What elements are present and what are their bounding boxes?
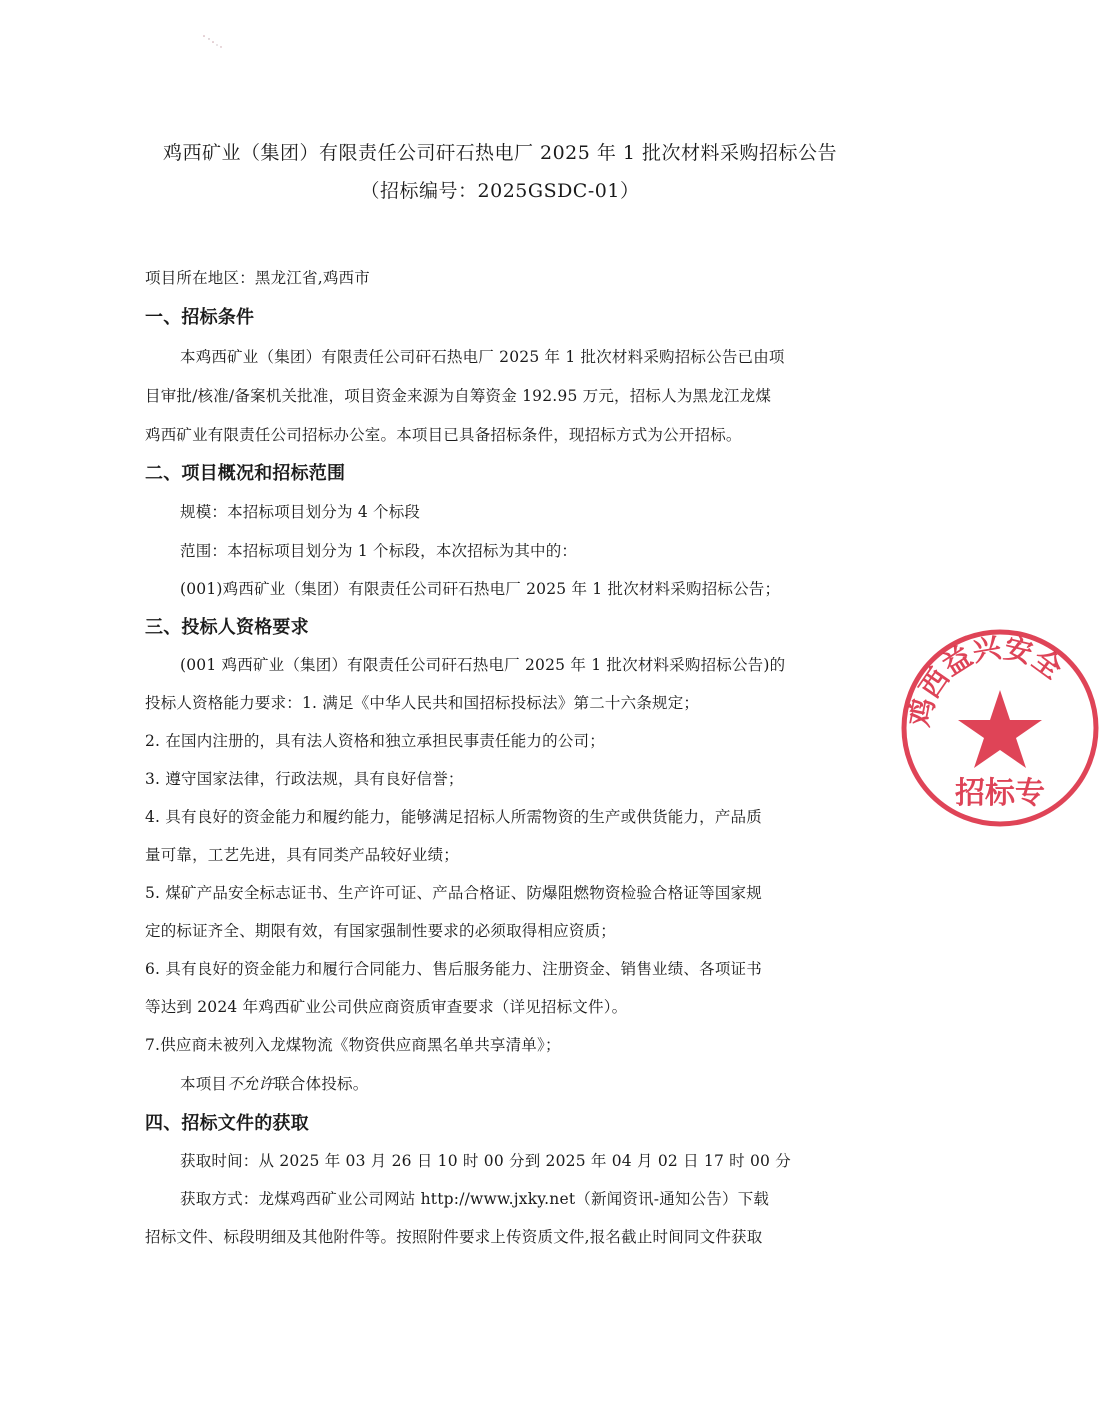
lot-line: (001)鸡西矿业（集团）有限责任公司矸石热电厂 2025 年 1 批次材料采购招标公告；	[180, 580, 781, 598]
official-seal-stamp	[900, 628, 1100, 828]
consortium-line	[180, 1072, 368, 1094]
acquisition-time: 获取时间：从 2025 年 03 月 26 日 10 时 00 分到 2025 年 04 月 02 日 17 时 00 分	[180, 1152, 791, 1170]
project-location: 项目所在地区：黑龙江省,鸡西市	[145, 269, 370, 287]
consortium-value: 不允许	[227, 1075, 275, 1093]
requirement-item: 2. 在国内注册的，具有法人资格和独立承担民事责任能力的公司；	[145, 732, 605, 750]
requirement-item: 量可靠，工艺先进，具有同类产品较好业绩；	[145, 846, 460, 864]
paragraph-line: 投标人资格能力要求：1. 满足《中华人民共和国招标投标法》第二十六条规定；	[145, 694, 700, 712]
consortium-prefix: 本项目	[180, 1075, 228, 1093]
document-title: 鸡西矿业（集团）有限责任公司矸石热电厂 2025 年 1 批次材料采购招标公告	[162, 142, 838, 164]
requirement-item: 等达到 2024 年鸡西矿业公司供应商资质审查要求（详见招标文件）。	[145, 998, 628, 1016]
requirement-item: 定的标证齐全、期限有效，有国家强制性要求的必须取得相应资质；	[145, 922, 617, 940]
tender-number: （招标编号：2025GSDC-01）	[360, 180, 640, 202]
consortium-suffix: 联合体投标。	[274, 1075, 369, 1093]
section-heading-documents: 四、招标文件的获取	[145, 1113, 309, 1134]
requirement-item: 3. 遵守国家法律，行政法规，具有良好信誉；	[145, 770, 464, 788]
requirement-item: 7.供应商未被列入龙煤物流《物资供应商黑名单共享清单》；	[145, 1036, 561, 1054]
section-heading-overview: 二、项目概况和招标范围	[145, 463, 346, 484]
section-heading-qualifications: 三、投标人资格要求	[145, 617, 309, 638]
requirement-item: 4. 具有良好的资金能力和履约能力，能够满足招标人所需物资的生产或供货能力，产品质	[145, 808, 762, 826]
seal-star-icon	[958, 690, 1042, 768]
scan-speck-marks	[200, 30, 230, 55]
seal-arc-text: 鸡西益兴安全	[903, 631, 1069, 730]
seal-bottom-text: 招标专	[955, 776, 1045, 811]
acquisition-method: 获取方式：龙煤鸡西矿业公司网站 http://www.jxky.net（新闻资讯-通知公告）下载	[180, 1190, 770, 1208]
scale-line: 规模：本招标项目划分为 4 个标段	[180, 503, 421, 521]
svg-text:鸡西益兴安全	[903, 631, 1068, 730]
paragraph-line: (001 鸡西矿业（集团）有限责任公司矸石热电厂 2025 年 1 批次材料采购招标公告)的	[180, 656, 786, 674]
acquisition-method-continued: 招标文件、标段明细及其他附件等。按照附件要求上传资质文件,报名截止时间同文件获取	[145, 1228, 763, 1246]
paragraph-line: 目审批/核准/备案机关批准，项目资金来源为自筹资金 192.95 万元，招标人为黑龙江龙煤	[145, 387, 772, 405]
scope-line: 范围：本招标项目划分为 1 个标段，本次招标为其中的：	[180, 542, 578, 560]
paragraph-line: 鸡西矿业有限责任公司招标办公室。本项目已具备招标条件，现招标方式为公开招标。	[145, 426, 742, 444]
section-heading-conditions: 一、招标条件	[145, 307, 255, 328]
paragraph-line: 本鸡西矿业（集团）有限责任公司矸石热电厂 2025 年 1 批次材料采购招标公告已由项	[180, 348, 785, 366]
requirement-item: 5. 煤矿产品安全标志证书、生产许可证、产品合格证、防爆阻燃物资检验合格证等国家规	[145, 884, 762, 902]
requirement-item: 6. 具有良好的资金能力和履行合同能力、售后服务能力、注册资金、销售业绩、各项证书	[145, 960, 762, 978]
